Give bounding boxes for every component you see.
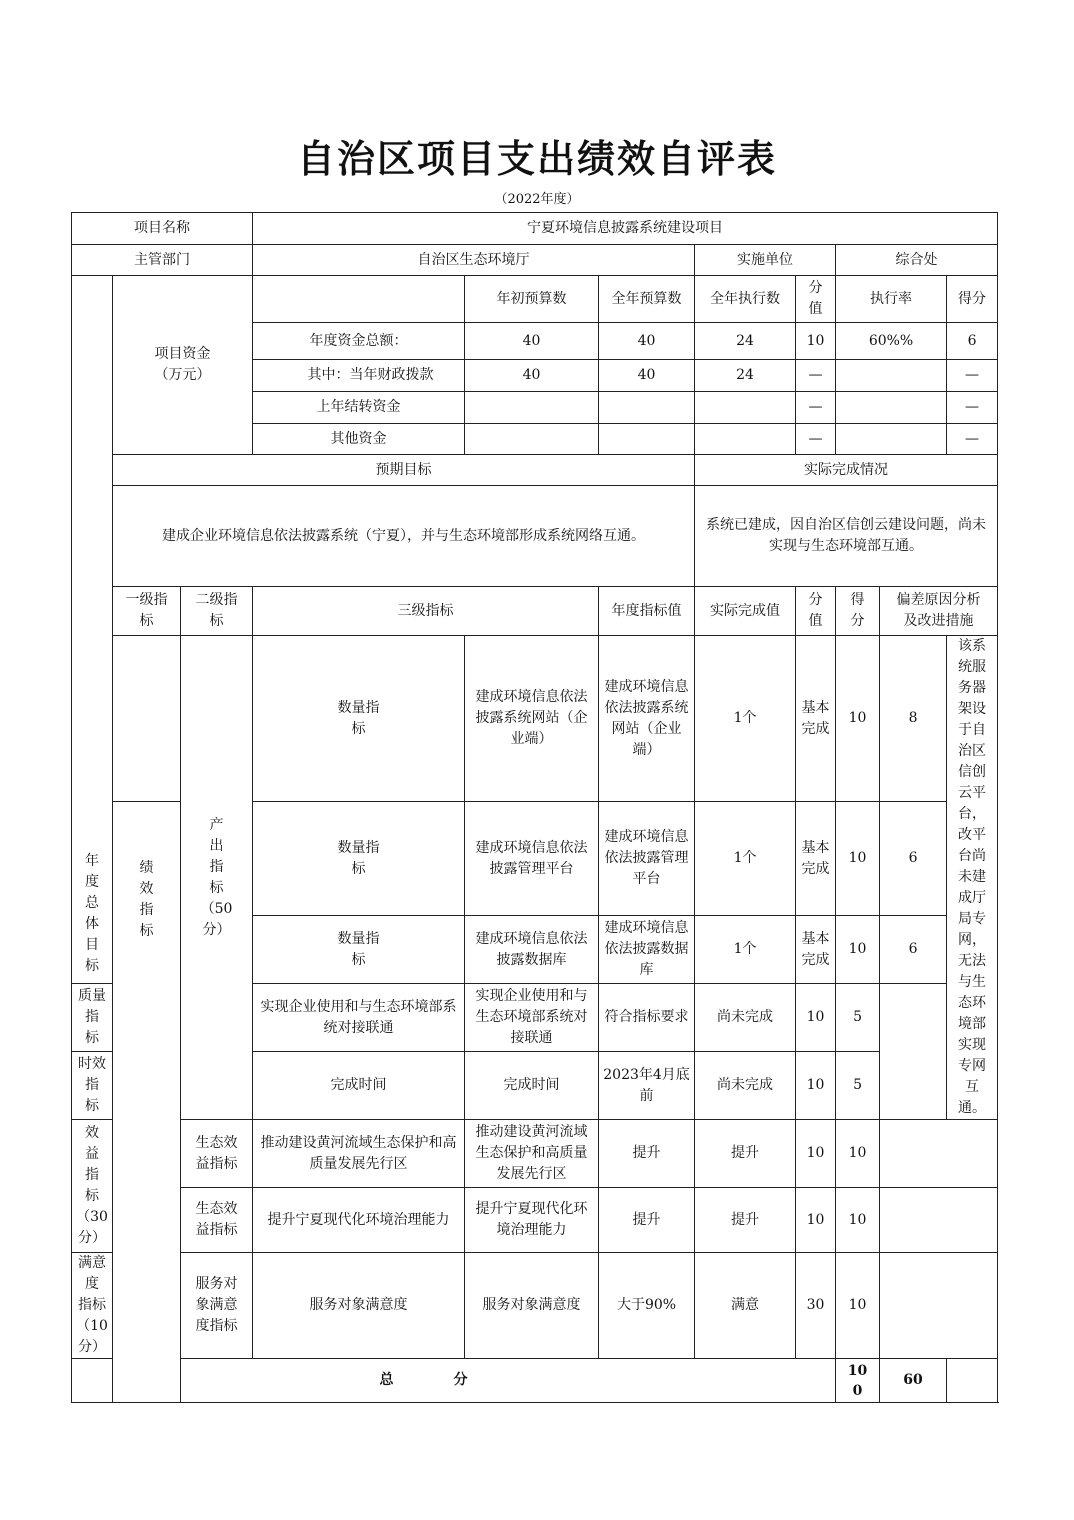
indicator-score: 6 <box>880 802 947 916</box>
indicator-target: 2023年4月底前 <box>599 1052 695 1120</box>
funds-label: 项目资金 （万元） <box>113 276 253 455</box>
indicator-level3-desc: 服务对象满意度 <box>465 1253 599 1359</box>
indicator-row <box>72 1188 998 1253</box>
indicator-level2: 生态效 益指标 <box>181 1188 253 1253</box>
indicator-level3-name: 建成环境信息依法披露数据库 <box>465 916 599 984</box>
indicator-actual: 尚未完成 <box>695 984 796 1052</box>
fund-executed: 24 <box>695 360 796 392</box>
indicator-level1-header: 一级指 标 <box>113 587 181 636</box>
project-name-row <box>72 213 998 245</box>
fund-score-value: — <box>796 360 836 392</box>
indicator-score-value-header: 分 值 <box>796 587 836 636</box>
satisfaction-indicator-group: 满意度 指标 （10 分） <box>72 1253 113 1359</box>
indicator-level3-desc: 建成环境信息依法披露管理平台 <box>599 802 695 916</box>
indicator-score: 5 <box>836 1052 880 1120</box>
annual-goal-label: 年 度 总 体 目 标 <box>72 276 113 984</box>
fund-rate <box>836 392 947 424</box>
indicator-level3-desc: 提升宁夏现代化环境治理能力 <box>465 1188 599 1253</box>
indicator-score-value: 10 <box>836 636 880 802</box>
performance-indicator-label: 绩 效 指 标 <box>113 802 181 1403</box>
indicator-level3-name: 完成时间 <box>253 1052 465 1120</box>
indicator-target-header: 年度指标值 <box>599 587 695 636</box>
fund-annual <box>599 424 695 455</box>
implementing-unit-label: 实施单位 <box>695 245 836 276</box>
indicator-actual: 提升 <box>695 1188 796 1253</box>
indicator-score-value: 10 <box>836 916 880 984</box>
indicator-target: 大于90% <box>599 1253 695 1359</box>
indicator-score-header: 得 分 <box>836 587 880 636</box>
indicator-level3-name: 服务对象满意度 <box>253 1253 465 1359</box>
indicator-score-value: 30 <box>796 1253 836 1359</box>
funds-header-executed: 全年执行数 <box>695 276 796 323</box>
fund-rate: 60%% <box>836 323 947 360</box>
deviation-analysis-empty <box>880 1253 998 1359</box>
expected-goal-header: 预期目标 <box>113 455 695 486</box>
indicator-target: 提升 <box>599 1120 695 1188</box>
fund-name: 其中：当年财政拨款 <box>253 360 465 392</box>
indicator-row <box>72 636 998 802</box>
indicator-level3-desc: 建成环境信息依法披露数据库 <box>599 916 695 984</box>
deviation-analysis: 该系统服务器架设于自治区信创云平台，改平台尚未建成厅局专网，无法与生态环境部实现专网互通。 <box>947 636 998 1120</box>
total-score-value: 100 <box>836 1359 880 1403</box>
fund-name: 其他资金 <box>253 424 465 455</box>
fund-score: 6 <box>947 323 998 360</box>
indicator-score: 10 <box>836 1188 880 1253</box>
indicator-level2-header: 二级指 标 <box>181 587 253 636</box>
year-subtitle: （2022年度） <box>494 192 580 207</box>
indicator-level3-name: 实现企业使用和与生态环境部系统对接联通 <box>253 984 465 1052</box>
project-name-label: 项目名称 <box>72 213 253 245</box>
indicator-score: 5 <box>836 984 880 1052</box>
fund-initial <box>465 392 599 424</box>
indicator-row <box>72 1120 998 1188</box>
fund-score-value: — <box>796 392 836 424</box>
fund-score: — <box>947 424 998 455</box>
indicator-actual: 尚未完成 <box>695 1052 796 1120</box>
benefit-indicator-group: 效 益 指 标 （30 分） <box>72 1120 113 1253</box>
indicator-actual: 基本完成 <box>796 916 836 984</box>
funds-header-row <box>72 276 998 323</box>
indicator-target: 符合指标要求 <box>599 984 695 1052</box>
funds-header-score-value: 分 值 <box>796 276 836 323</box>
indicator-level3-name: 推动建设黄河流域生态保护和高质量发展先行区 <box>253 1120 465 1188</box>
indicator-score-value: 10 <box>796 1188 836 1253</box>
indicator-level3-desc: 完成时间 <box>465 1052 599 1120</box>
fund-executed <box>695 392 796 424</box>
indicator-level2: 生态效 益指标 <box>181 1120 253 1188</box>
fund-executed: 24 <box>695 323 796 360</box>
total-analysis-empty <box>947 1359 998 1403</box>
indicator-level3-header: 三级指标 <box>253 587 599 636</box>
indicator-level3-desc: 推动建设黄河流域生态保护和高质量发展先行区 <box>465 1120 599 1188</box>
funds-header-blank <box>253 276 465 323</box>
indicator-level3-desc: 建成环境信息依法披露系统网站（企业端） <box>599 636 695 802</box>
indicator-level2: 数量指 标 <box>253 916 465 984</box>
indicator-score: 10 <box>836 1253 880 1359</box>
indicator-level2: 质量指 标 <box>72 984 113 1052</box>
indicator-actual-header: 实际完成值 <box>695 587 796 636</box>
funds-header-score: 得分 <box>947 276 998 323</box>
indicator-header-row <box>72 587 998 636</box>
indicator-row <box>72 1253 998 1359</box>
project-name-value: 宁夏环境信息披露系统建设项目 <box>253 213 998 245</box>
implementing-unit-value: 综合处 <box>836 245 998 276</box>
indicator-level3-desc: 实现企业使用和与生态环境部系统对接联通 <box>465 984 599 1052</box>
indicator-actual: 基本完成 <box>796 636 836 802</box>
fund-name: 上年结转资金 <box>253 392 465 424</box>
indicator-level2: 服务对 象满意 度指标 <box>181 1253 253 1359</box>
total-row <box>72 1359 998 1403</box>
total-score: 60 <box>880 1359 947 1403</box>
fund-annual: 40 <box>599 360 695 392</box>
fund-initial <box>465 424 599 455</box>
indicator-score: 8 <box>880 636 947 802</box>
fund-rate <box>836 360 947 392</box>
indicator-row-spacer <box>113 636 181 802</box>
indicator-score-value: 10 <box>836 802 880 916</box>
fund-score-value: — <box>796 424 836 455</box>
department-row <box>72 245 998 276</box>
actual-completion-header: 实际完成情况 <box>695 455 998 486</box>
indicator-level2: 数量指 标 <box>253 636 465 802</box>
fund-rate <box>836 424 947 455</box>
indicator-level2: 数量指 标 <box>253 802 465 916</box>
page-title: 自治区项目支出绩效自评表 <box>296 136 777 181</box>
goal-header-row <box>72 455 998 486</box>
indicator-score: 10 <box>836 1120 880 1188</box>
fund-annual <box>599 392 695 424</box>
fund-score-value: 10 <box>796 323 836 360</box>
indicator-score-value: 10 <box>796 1120 836 1188</box>
department-value: 自治区生态环境厅 <box>253 245 695 276</box>
indicator-actual: 提升 <box>695 1120 796 1188</box>
indicator-actual: 满意 <box>695 1253 796 1359</box>
expected-goal-text: 建成企业环境信息依法披露系统（宁夏），并与生态环境部形成系统网络互通。 <box>113 486 695 587</box>
fund-initial: 40 <box>465 323 599 360</box>
indicator-level3-name: 建成环境信息依法披露管理平台 <box>465 802 599 916</box>
fund-executed <box>695 424 796 455</box>
indicator-target: 1个 <box>695 636 796 802</box>
indicator-score: 6 <box>880 916 947 984</box>
department-label: 主管部门 <box>72 245 253 276</box>
total-label <box>72 1359 836 1403</box>
indicator-analysis-header: 偏差原因分析 及改进措施 <box>880 587 998 636</box>
total-label-text: 总分 <box>379 1372 528 1388</box>
indicator-target: 1个 <box>695 802 796 916</box>
output-indicator-group: 产 出 指 标 （50 分） <box>181 636 253 1120</box>
indicator-score-value: 10 <box>796 984 836 1052</box>
funds-header-rate: 执行率 <box>836 276 947 323</box>
indicator-level2: 时效指 标 <box>72 1052 113 1120</box>
fund-score: — <box>947 392 998 424</box>
funds-header-initial: 年初预算数 <box>465 276 599 323</box>
fund-initial: 40 <box>465 360 599 392</box>
deviation-analysis-empty <box>880 1188 998 1253</box>
indicator-actual: 基本完成 <box>796 802 836 916</box>
indicator-target: 提升 <box>599 1188 695 1253</box>
fund-name: 年度资金总额： <box>253 323 465 360</box>
indicator-score-value: 10 <box>796 1052 836 1120</box>
fund-score: — <box>947 360 998 392</box>
indicator-target: 1个 <box>695 916 796 984</box>
evaluation-table <box>71 212 998 1403</box>
indicator-level3-name: 提升宁夏现代化环境治理能力 <box>253 1188 465 1253</box>
indicator-level3-name: 建成环境信息依法披露系统网站（企业端） <box>465 636 599 802</box>
deviation-analysis-empty <box>880 1120 998 1188</box>
fund-annual: 40 <box>599 323 695 360</box>
goal-content-row <box>72 486 998 587</box>
funds-header-annual: 全年预算数 <box>599 276 695 323</box>
actual-completion-text: 系统已建成，因自治区信创云建设问题，尚未实现与生态环境部互通。 <box>695 486 998 587</box>
